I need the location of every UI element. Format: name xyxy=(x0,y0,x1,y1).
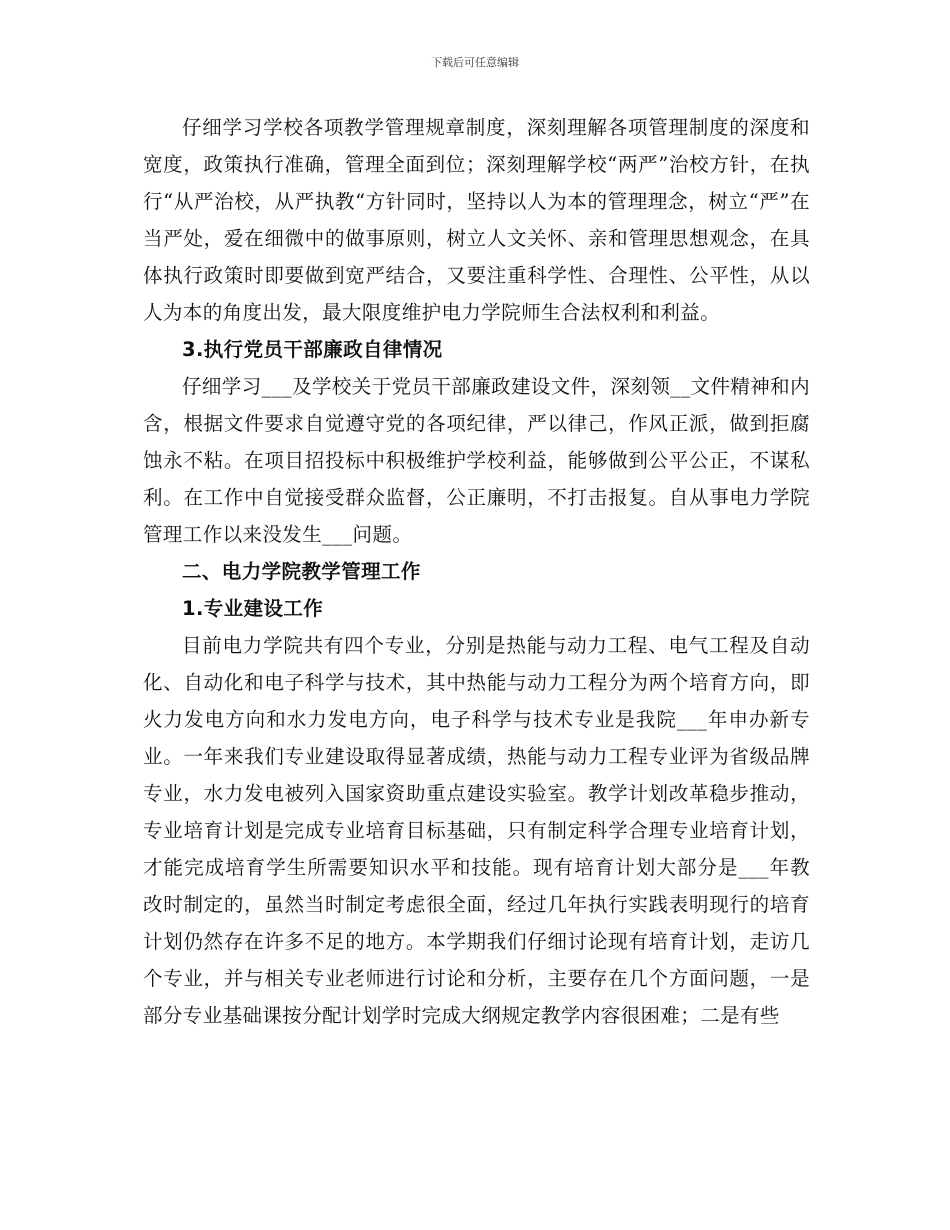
paragraph-major-construction: 目前电力学院共有四个专业，分别是热能与动力工程、电气工程及自动化、自动化和电子科学与技术，其中热能与动力工程分为两个培育方向，即火力发电方向和水力发电方向，电子科学与技术专业是我院___年申办新专业。一年来我们专业建设取得显著成绩，热能与动力工程专业评为省级品牌专业，水力发电被列入国家资助重点建设实验室。教学计划改革稳步推动，专业培育计划是完成专业培育目标基础，只有制定科学合理专业培育计划，才能完成培育学生所需要知识水平和技能。现有培育计划大部分是___年教改时制定的，虽然当时制定考虑很全面，经过几年执行实践表明现行的培育计划仍然存在许多不足的地方。本学期我们仔细讨论现有培育计划，走访几个专业，并与相关专业老师进行讨论和分析，主要存在几个方面问题，一是部分专业基础课按分配计划学时完成大纲规定教学内容很困难；二是有些 xyxy=(143,634,810,1027)
paragraph-integrity: 仔细学习___及学校关于党员干部廉政建设文件，深刻领__文件精神和内含，根据文件要求自觉遵守党的各项纪律，严以律己，作风正派，做到拒腐蚀永不粘。在项目招投标中积极维护学校利益，能够做到公平公正，不谋私利。在工作中自觉接受群众监督，公正廉明，不打击报复。自从事电力学院管理工作以来没发生___问题。 xyxy=(143,375,810,546)
page-header: 下载后可任意编辑 xyxy=(431,56,519,69)
section-heading-teaching-management: 二、电力学院教学管理工作 xyxy=(182,560,421,583)
document-body xyxy=(143,109,810,1034)
section-heading-major-construction: 1.专业建设工作 xyxy=(182,597,324,620)
section-heading-integrity: 3.执行党员干部廉政自律情况 xyxy=(182,338,443,361)
paragraph-management-rules: 仔细学习学校各项教学管理规章制度，深刻理解各项管理制度的深度和宽度，政策执行准确，管理全面到位；深刻理解学校“两严”治校方针，在执行“从严治校，从严执教“方针同时，坚持以人为本的管理理念，树立“严”在当严处，爱在细微中的做事原则，树立人文关怀、亲和管理思想观念，在具体执行政策时即要做到宽严结合，又要注重科学性、合理性、公平性，从以人为本的角度出发，最大限度维护电力学院师生合法权利和利益。 xyxy=(143,116,810,324)
